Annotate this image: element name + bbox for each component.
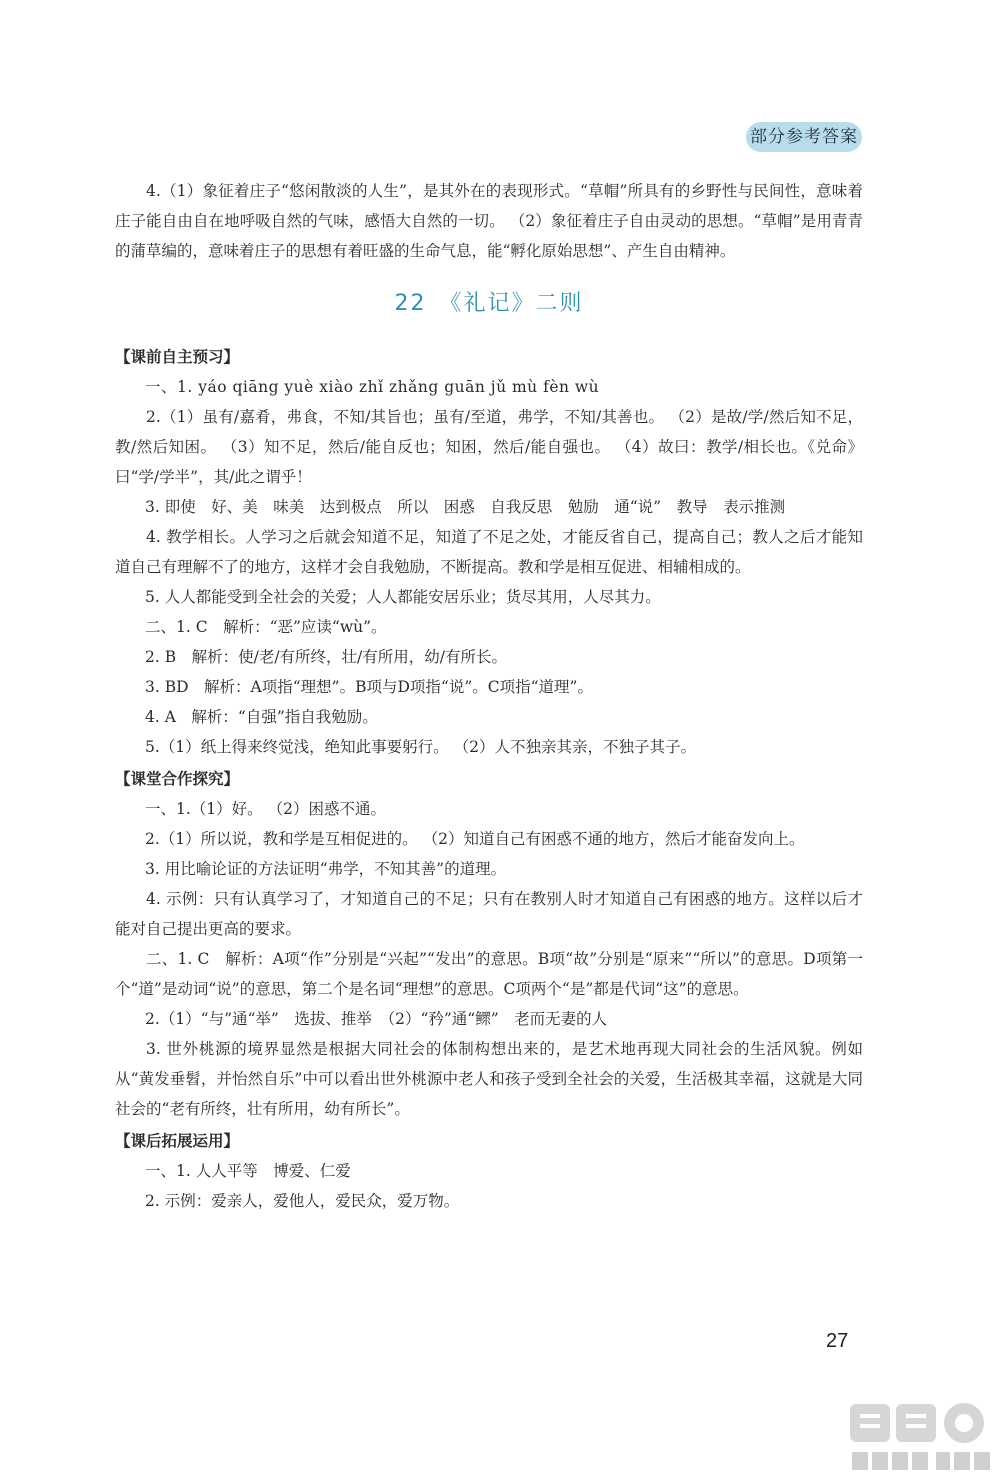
watermark-logo	[846, 1400, 996, 1476]
answer-paragraph: 2.（1）虽有/嘉肴，弗食，不知/其旨也；虽有/至道，弗学，不知/其善也。 （2）是故/学/然后知不足，教/然后知困。 （3）知不足，然后/能自反也；知困，然后/能自强也。 （4）故曰：教学/相长也。《兑命》曰“学/学半”，其/此之谓乎！	[115, 408, 863, 486]
answer-line: 2. B 解析：使/老/有所终，壮/有所用，幼/有所长。	[145, 648, 507, 666]
answer-line: 一、1. 人人平等 博爱、仁爱	[145, 1162, 351, 1180]
answer-line: 3. 用比喻论证的方法证明“弗学，不知其善”的道理。	[145, 860, 507, 878]
answer-paragraph: 4. 示例：只有认真学习了，才知道自己的不足；只有在教别人时才知道自己有困惑的地方。这样以后才能对自己提出更高的要求。	[115, 890, 863, 938]
section-badge: 部分参考答案	[746, 122, 862, 152]
intro-paragraph: 4.（1）象征着庄子“悠闲散淡的人生”，是其外在的表现形式。“草帽”所具有的乡野性与民间性，意味着庄子能自由自在地呼吸自然的气味，感悟大自然的一切。 （2）象征着庄子自由灵动的思想。“草帽”是用青青的蒲草编的，意味着庄子的思想有着旺盛的生命气息，能“孵化原始思想”、产生自由精神。	[115, 182, 863, 260]
answer-line: 2.（1）所以说，教和学是互相促进的。 （2）知道自己有困惑不通的地方，然后才能奋发向上。	[145, 830, 805, 848]
page-number: 27	[826, 1330, 849, 1352]
section-heading-classroom: 【课堂合作探究】	[115, 769, 240, 788]
answer-line: 2. 示例：爱亲人，爱他人，爱民众，爱万物。	[145, 1192, 460, 1210]
answer-line: 二、1. C 解析：“恶”应读“wù”。	[145, 618, 387, 636]
answer-line: 3. 即使 好、美 味美 达到极点 所以 困惑 自我反思 勉励 通“说” 教导 表示推测	[145, 498, 786, 516]
lesson-title: 22 《礼记》二则	[394, 291, 584, 316]
answer-paragraph: 二、1. C 解析：A项“作”分别是“兴起”“发出”的意思。B项“故”分别是“原来”“所以”的意思。D项第一个“道”是动词“说”的意思，第二个是名词“理想”的意思。C项两个“是”都是代词“这”的意思。	[115, 950, 863, 998]
answer-content	[115, 176, 863, 1216]
answer-line: 一、1. yáo qiāng yuè xiào zhǐ zhǎng guān jǔ mù fèn wù	[145, 378, 600, 396]
answer-paragraph: 3. 世外桃源的境界显然是根据大同社会的体制构想出来的，是艺术地再现大同社会的生活风貌。例如从“黄发垂髫，并怡然自乐”中可以看出世外桃源中老人和孩子受到全社会的关爱，生活极其幸福，这就是大同社会的“老有所终，壮有所用，幼有所长”。	[115, 1040, 863, 1118]
answer-line: 5. 人人都能受到全社会的关爱；人人都能安居乐业；货尽其用，人尽其力。	[145, 588, 661, 606]
answer-line: 2.（1）“与”通“举” 选拔、推举 （2）“矜”通“鳏” 老而无妻的人	[145, 1010, 608, 1028]
answer-line: 4. A 解析：“自强”指自我勉励。	[145, 708, 378, 726]
answer-paragraph: 4. 教学相长。人学习之后就会知道不足，知道了不足之处，才能反省自己，提高自己；教人之后才能知道自己有理解不了的地方，这样才会自我勉励，不断提高。教和学是相互促进、相辅相成的。	[115, 528, 863, 576]
answer-line: 5.（1）纸上得来终觉浅，绝知此事要躬行。 （2）人不独亲其亲，不独子其子。	[145, 738, 696, 756]
section-heading-after-class: 【课后拓展运用】	[115, 1131, 240, 1150]
answer-line: 一、1.（1）好。 （2）困惑不通。	[145, 800, 386, 818]
answer-line: 3. BD 解析：A项指“理想”。B项与D项指“说”。C项指“道理”。	[145, 678, 593, 696]
section-heading-preview: 【课前自主预习】	[115, 347, 240, 366]
